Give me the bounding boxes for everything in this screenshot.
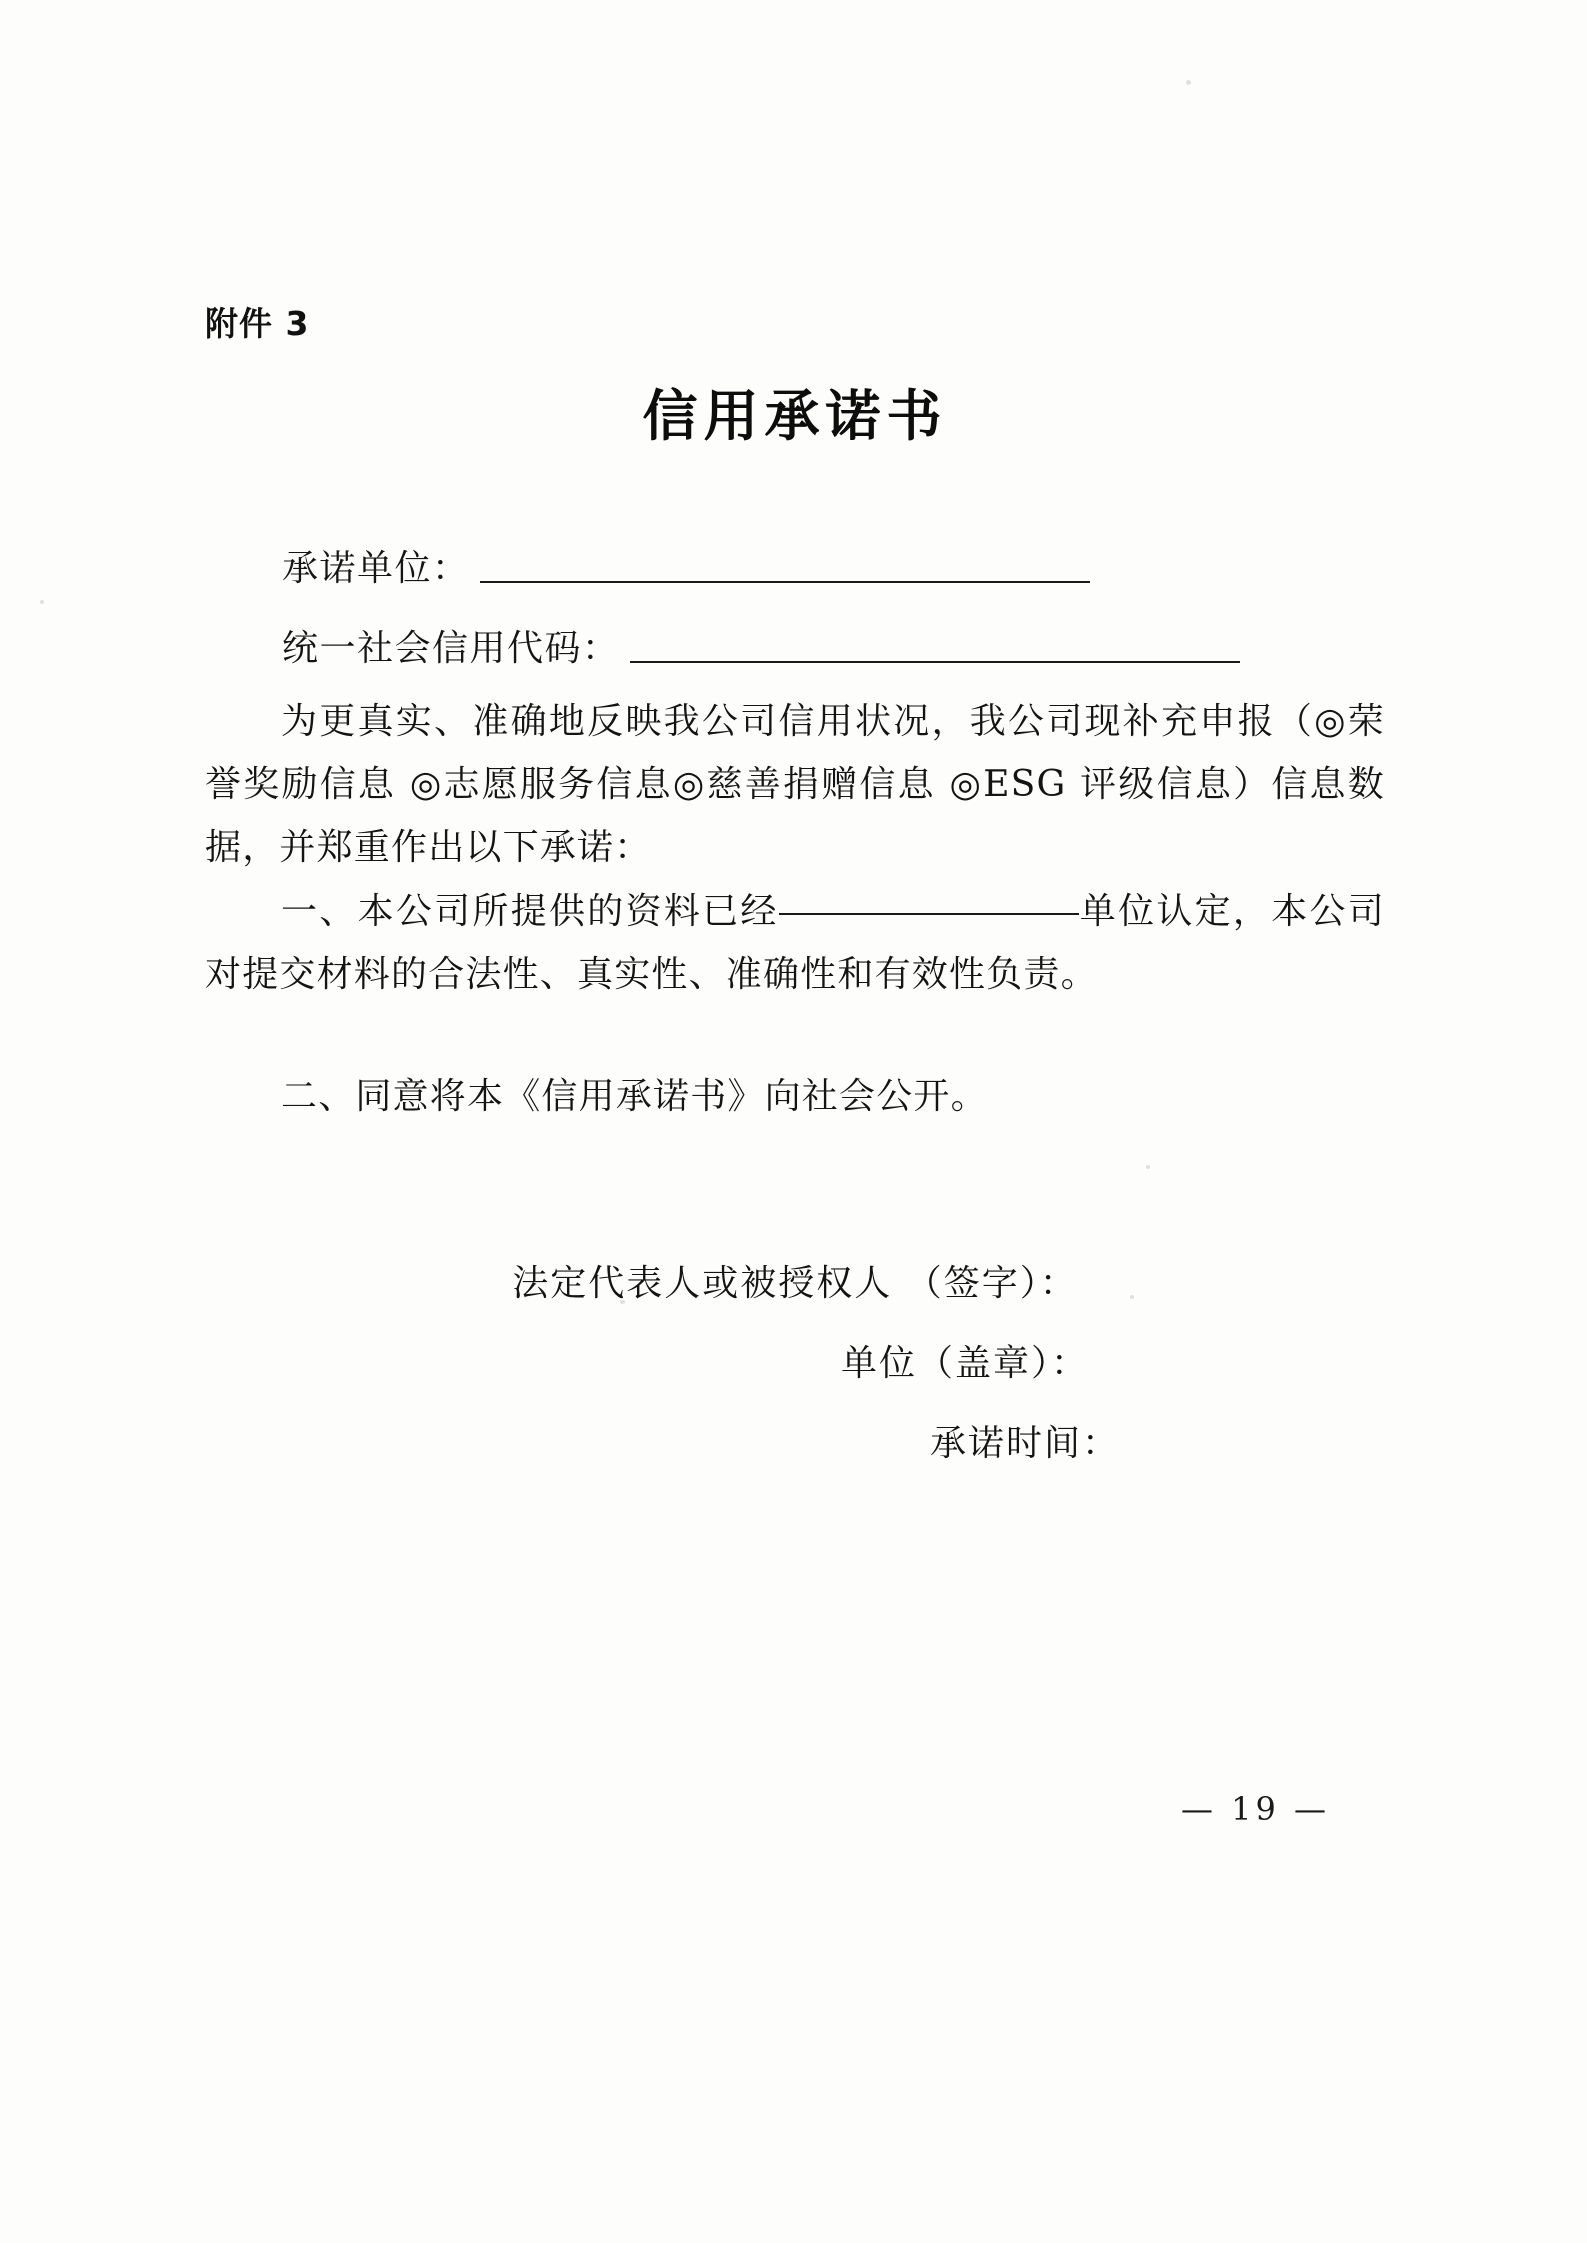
attachment-label: 附件 3 [205,304,310,343]
field-row-promising-unit [282,540,1090,591]
field-blank-credit-code[interactable] [630,660,1240,663]
page-title: 信用承诺书 [642,383,948,448]
signature-line-legal-representative[interactable]: 法定代表人或被授权人 （签字）： [512,1263,1078,1304]
clause-one-blank[interactable] [779,912,1079,915]
scan-speck [40,600,44,604]
page-number: — 19 — [1180,1790,1330,1828]
paragraph-clause-two: 二、同意将本《信用承诺书》向社会公开。 [281,1076,988,1117]
paragraph-clause-one [205,880,1385,1006]
clause-one-after-blank: 单位认定，本公司对提交材料的合法性、真实性、准确性和有效性负责。 [205,891,1385,995]
signature-line-company-seal[interactable]: 单位（盖章）： [840,1343,1089,1384]
field-label-promising-unit: 承诺单位： [282,548,470,589]
document-content [200,0,1390,2243]
field-label-credit-code: 统一社会信用代码： [282,628,620,669]
field-row-credit-code [282,620,1240,671]
signature-line-commitment-date[interactable]: 承诺时间： [929,1423,1120,1464]
paragraph-declaration: 为更真实、准确地反映我公司信用状况，我公司现补充申报（◎荣誉奖励信息 ◎志愿服务信息◎慈善捐赠信息 ◎ESG 评级信息）信息数据，并郑重作出以下承诺： [205,701,1385,868]
clause-one-before-blank: 一、本公司所提供的资料已经 [281,891,779,932]
field-blank-promising-unit[interactable] [480,580,1090,583]
